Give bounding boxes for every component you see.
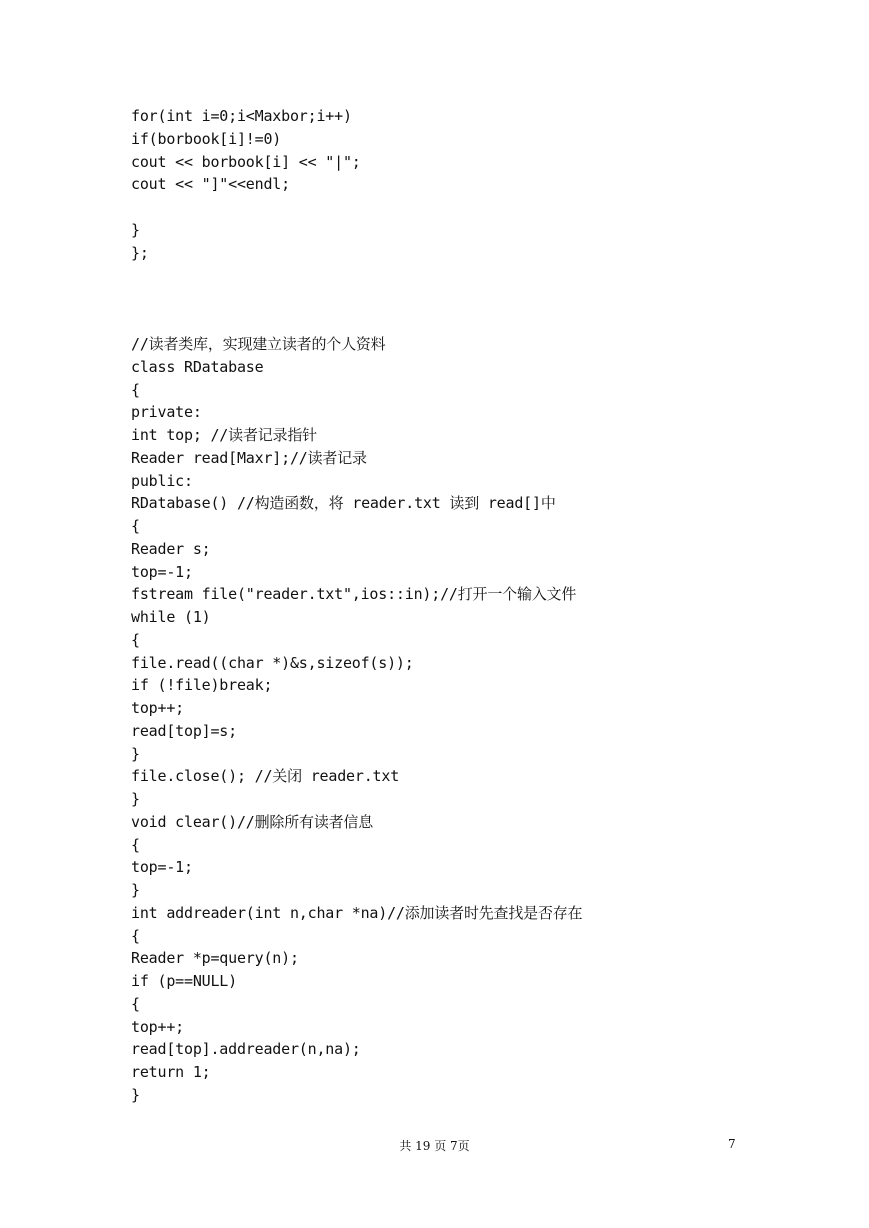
code-line: { — [131, 630, 140, 649]
code-line: private: — [131, 403, 202, 422]
code-line: top=-1; — [131, 858, 193, 877]
code-line: void clear()//删除所有读者信息 — [131, 812, 374, 831]
code-line: top=-1; — [131, 562, 193, 581]
code-line: RDatabase() //构造函数，将 reader.txt 读到 read[]中 — [131, 494, 556, 513]
code-line: top++; — [131, 699, 184, 717]
code-line: } — [131, 790, 140, 808]
code-line: fstream file("reader.txt",ios::in);//打开一个输入文件 — [131, 585, 577, 604]
code-line: { — [131, 380, 140, 399]
code-line: { — [131, 994, 140, 1013]
code-line: class RDatabase — [131, 357, 264, 376]
page-number: 7 — [728, 1137, 736, 1151]
code-line: { — [131, 517, 140, 535]
code-line: if (!file)break; — [131, 676, 273, 695]
code-line: Reader *p=query(n); — [131, 949, 299, 968]
code-line: { — [131, 926, 140, 945]
code-line: if(borbook[i]!=0) — [131, 129, 282, 148]
code-line: public: — [131, 471, 193, 490]
code-line: }; — [131, 243, 149, 262]
code-line: { — [131, 835, 140, 854]
code-line: Reader s; — [131, 539, 211, 558]
code-line: } — [131, 1085, 140, 1104]
code-line: } — [131, 220, 140, 239]
code-line: int top; //读者记录指针 — [131, 426, 317, 444]
code-block-class-tail — [131, 105, 751, 264]
code-line: top++; — [131, 1017, 184, 1036]
code-line: Reader read[Maxr];//读者记录 — [131, 448, 367, 467]
code-line: return 1; — [131, 1063, 211, 1081]
page-count-footer: 共 19 页 7页 — [399, 1139, 470, 1153]
code-line: cout << borbook[i] << "|"; — [131, 152, 361, 171]
code-line: read[top]=s; — [131, 721, 237, 740]
code-line: cout << "]"<<endl; — [131, 175, 290, 194]
code-line: } — [131, 744, 140, 763]
code-block-rdatabase — [131, 333, 751, 1107]
code-comment-line: //读者类库，实现建立读者的个人资料 — [131, 335, 386, 353]
code-line: while (1) — [131, 608, 211, 626]
code-line: } — [131, 881, 140, 899]
code-line: file.read((char *)&s,sizeof(s)); — [131, 653, 414, 672]
code-line: read[top].addreader(n,na); — [131, 1040, 361, 1059]
code-line-blank — [131, 196, 751, 219]
code-line: if (p==NULL) — [131, 972, 237, 990]
code-line: int addreader(int n,char *na)//添加读者时先查找是否存在 — [131, 903, 583, 922]
code-line: file.close(); //关闭 reader.txt — [131, 767, 400, 786]
code-line: for(int i=0;i<Maxbor;i++) — [131, 107, 352, 125]
